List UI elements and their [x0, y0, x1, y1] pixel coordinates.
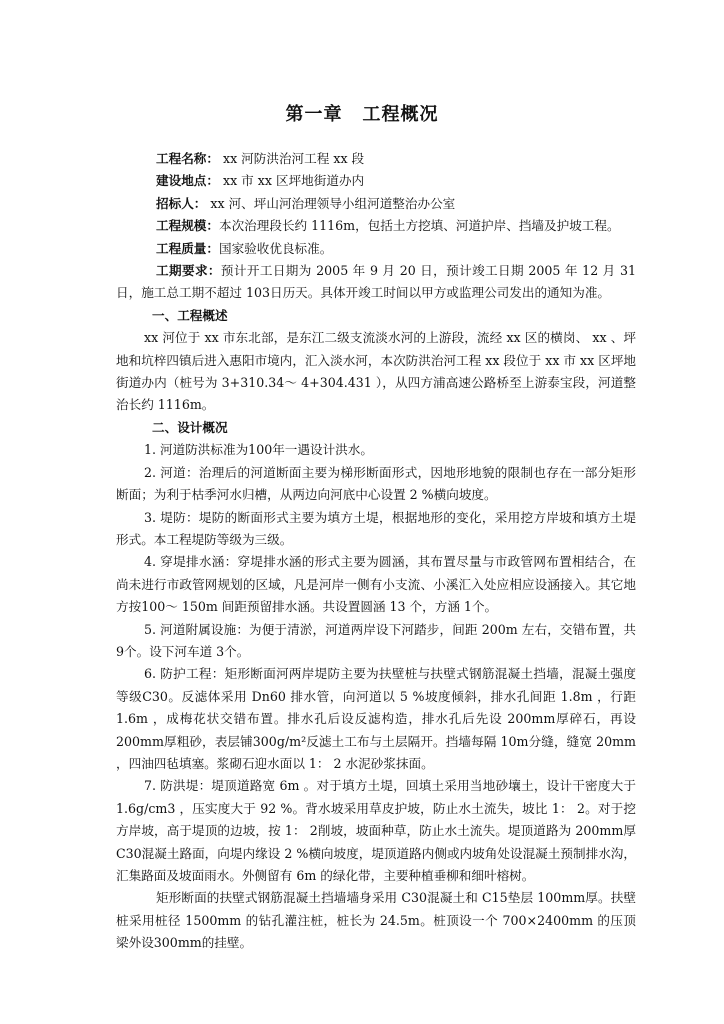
field-value: 国家验收优良标准。 — [218, 240, 333, 256]
design-item: 4. 穿堤排水涵：穿堤排水涵的形式主要为圆涵，其布置尽量与市政管网布置相结合，在尚未进行市政管网规划的区域，凡是河岸一侧有小支流、小溪汇入处应相应设涵接入。其它地方按100～ 150m 间距预留排水涵。共设置圆涵 13 个，方涵 1个。 — [116, 554, 636, 615]
design-item: 3. 堤防：堤防的断面形式主要为填方土堤，根据地形的变化，采用挖方岸坡和填方土堤形式。本工程堤防等级为三级。 — [116, 509, 636, 547]
field-label: 建设地点： — [156, 173, 219, 189]
chapter-title — [0, 100, 724, 126]
field-tenderer — [116, 193, 636, 215]
field-value: 本次治理段长约 1116m，包括土方挖填、河道护岸、挡墙及护坡工程。 — [218, 218, 620, 234]
field-label: 工程质量： — [156, 240, 219, 256]
field-label: 工程规模： — [156, 218, 219, 234]
section-overview-text: xx 河位于 xx 市东北部，是东江二级支流淡水河的上游段，流经 xx 区的横岗、 xx 、坪地和坑梓四镇后进入惠阳市境内，汇入淡水河，本次防洪治河工程 xx 段位于 xx 市 xx 区坪地街道办内（桩号为 3+310.34～ 4+304.431 ），从四方浦高速公路桥至上游泰宝段，河道整治长约 1116m。 — [116, 330, 637, 413]
section-heading-design: 二、设计概况 — [152, 419, 228, 435]
field-value: xx 市 xx 区坪地街道办内 — [218, 173, 365, 189]
field-value: xx 河、坪山河治理领导小组河道整治办公室 — [206, 195, 456, 211]
section-heading-overview: 一、工程概述 — [152, 307, 228, 323]
field-project-name — [116, 148, 636, 170]
field-label: 招标人： — [156, 195, 207, 211]
design-closing-text: 矩形断面的扶壁式钢筋混凝土挡墙墙身采用 C30混凝土和 C15垫层 100mm厚。扶壁桩采用桩径 1500mm 的钻孔灌注桩，桩长为 24.5m。桩顶设一个 700×2400mm 的压顶梁外设300mm的挂壁。 — [116, 890, 636, 951]
design-item: 2. 河道：治理后的河道断面主要为梯形断面形式，因地形地貌的限制也存在一部分矩形断面；为利于枯季河水归槽，从两边向河底中心设置 2 %横向坡度。 — [116, 464, 636, 503]
field-label: 工期要求： — [156, 263, 221, 279]
document-body — [116, 148, 636, 955]
field-label: 工程名称： — [156, 151, 219, 166]
field-value: xx 河防洪治河工程 xx 段 — [218, 151, 365, 166]
chapter-name: 工程概况 — [362, 104, 439, 125]
field-location — [116, 170, 636, 192]
field-quality — [116, 238, 636, 260]
field-scale — [116, 215, 636, 237]
design-item: 1. 河道防洪标准为100年一遇设计洪水。 — [144, 442, 373, 458]
field-schedule — [116, 260, 636, 305]
design-item: 6. 防护工程：矩形断面河两岸堤防主要为扶壁桩与扶壁式钢筋混凝土挡墙，混凝土强度等级C30。反滤体采用 Dn60 排水管，向河道以 5 %坡度倾斜，排水孔间距 1.8m ，行距 1.6m ，成梅花状交错布置。排水孔后设反滤构造，排水孔后先设 200mm厚碎石，再设200mm厚粗砂，表层铺300g/m²反滤土工布与土层隔开。挡墙每隔 10m分缝，缝宽 20mm ，四油四毡填塞。浆砌石迎水面以 1： 2 水泥砂浆抹面。 — [116, 666, 636, 771]
field-value: 预计开工日期为 2005 年 9 月 20 日，预计竣工日期 2005 年 12 月 31 日，施工总工期不超过 103日历天。具体开竣工时间以甲方或监理公司发出的通知为准。 — [116, 263, 636, 301]
design-item: 5. 河道附属设施：为便于清淤，河道两岸设下河踏步，间距 200m 左右，交错布置，共 9个。设下河车道 3个。 — [116, 621, 636, 659]
design-item: 7. 防洪堤：堤顶道路宽 6m 。对于填方土堤，回填土采用当地砂壤土，设计干密度大于 1.6g/cm3 ，压实度大于 92 %。背水坡采用草皮护坡，防止水土流失，坡比 1： 2。对于挖方岸坡，高于堤顶的边坡，按 1： 2削坡，坡面种草，防止水土流失。堤顶道路为 200mm厚 C30混凝土路面，向堤内缘设 2 %横向坡度，堤顶道路内侧或内坡角处设混凝土预制排水沟，汇集路面及坡面雨水。外侧留有 6m 的绿化带，主要种植垂柳和细叶榕树。 — [116, 778, 636, 883]
chapter-number: 第一章 — [285, 104, 343, 125]
